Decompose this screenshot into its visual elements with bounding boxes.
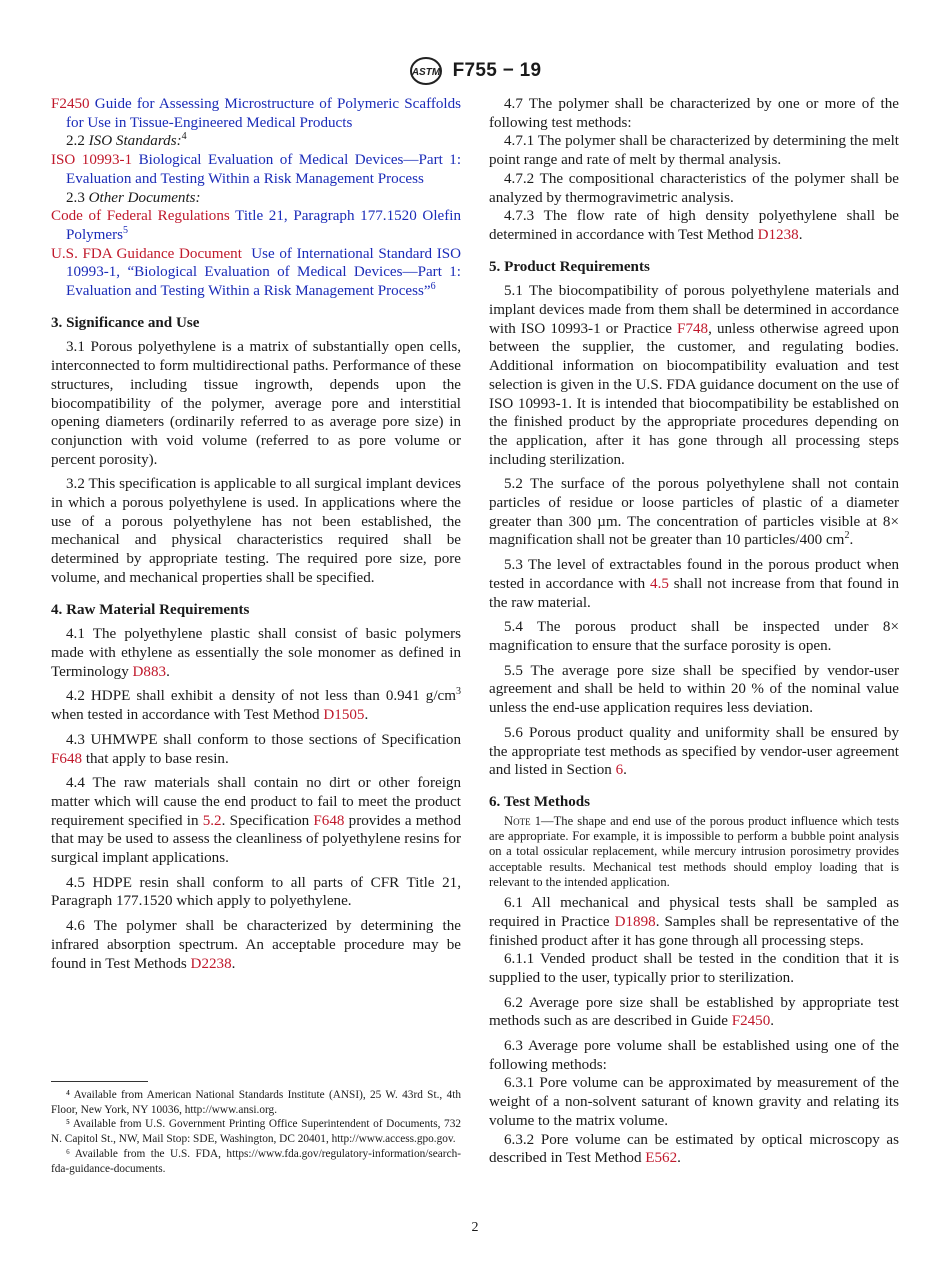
- footnote-6: ⁶ Available from the U.S. FDA, https://www.fda.gov/regulatory-information/search-fda-guidance-documents.: [51, 1147, 461, 1175]
- link-cfr[interactable]: Code of Federal Regulations: [51, 208, 230, 225]
- reference-title[interactable]: Title 21, Paragraph 177.1520 Olefin Polymers: [66, 208, 461, 243]
- paragraph-4-4: 4.4 The raw materials shall contain no dirt or other foreign matter which will cause the end product to fail to meet the product requirement specified in 5.2. Specification F648 provides a method that may be used to assess the cleanliness of polyethylene resins for surgical implant applications.: [51, 775, 461, 867]
- paragraph-4-5: 4.5 HDPE resin shall conform to all parts of CFR Title 21, Paragraph 177.1520 which apply to polyethylene.: [51, 874, 461, 910]
- note-1: Note 1—The shape and end use of the porous product influence which tests are appropriate. For example, it is impossible to perform a bubble point analysis on a total ossicular replacement, while mercury intrusion porosimetry provides acceptable results. Mechanical test methods should employ loading that is relevant to the intended application.: [489, 813, 899, 889]
- section-heading-5: 5. Product Requirements: [489, 258, 650, 275]
- paragraph-3-1: 3.1 Porous polyethylene is a matrix of substantially open cells, interconnected to form multidirectional paths. Performance of these structures, including tissue ingrowth, depends upon the biocompatibility of the polymer, average pore and interstitial opening diameters (ordinarily referred to as average pore size) in conjunction with void volume (referred to as pore volume or percent porosity).: [51, 339, 461, 468]
- paragraph-5-1: 5.1 The biocompatibility of porous polyethylene materials and implant devices made from them shall be determined in accordance with ISO 10993-1 or Practice F748, unless otherwise agreed upon between the supplier, the customer, and regulating bodies. Additional information on biocompatibility evaluation and test selection is given in the U.S. FDA guidance document on the use of ISO 10993-1. It is intended that biocompatibility be established on the finished product by the appropriate procedures depending on the application, after it has gone through all processing steps including sterilization.: [489, 283, 900, 468]
- link-f2450[interactable]: F2450: [51, 96, 90, 112]
- page-number: 2: [471, 1220, 479, 1235]
- section-heading-4: 4. Raw Material Requirements: [51, 601, 250, 618]
- section-heading-3: 3. Significance and Use: [51, 314, 200, 331]
- paragraph-6-3: 6.3 Average pore volume shall be established using one of the following methods:: [489, 1038, 899, 1073]
- designation-title: F755 − 19: [452, 60, 542, 81]
- page-header: [0, 56, 950, 86]
- paragraph-4-2: 4.2 HDPE shall exhibit a density of not less than 0.941 $g/cm^3$ when tested in accordance with Test Method D1505.: [51, 686, 461, 724]
- link-f748[interactable]: F748: [677, 320, 709, 337]
- reference-cfr: Code of Federal Regulations Title 21, Paragraph 177.1520 Olefin Polymers$^5$: [51, 208, 461, 243]
- paragraph-5-3: 5.3 The level of extractables found in the porous product when tested in accordance with 4.5 shall not increase from that found in the raw material.: [489, 557, 899, 611]
- link-4-5[interactable]: 4.5: [650, 575, 669, 592]
- link-f648[interactable]: F648: [51, 750, 83, 767]
- reference-fda: U.S. FDA Guidance Document Use of International Standard ISO 10993-1, “Biological Evaluation of Medical Devices—Part 1: Evaluation and Testing Within a Risk Management Process”$^6$: [51, 245, 462, 300]
- footnote-4: ⁴ Available from American National Standards Institute (ANSI), 25 W. 43rd St., 4th Floor, New York, NY 10036, http://www.ansi.org.: [51, 1089, 461, 1116]
- link-f648[interactable]: F648: [313, 812, 345, 829]
- link-d2238[interactable]: D2238: [190, 955, 232, 972]
- link-5-2[interactable]: 5.2: [202, 812, 222, 829]
- section-heading-6: 6. Test Methods: [489, 793, 591, 810]
- svg-text:ASTM: ASTM: [411, 67, 440, 78]
- link-iso-10993[interactable]: ISO 10993-1: [51, 152, 133, 169]
- paragraph-4-3: 4.3 UHMWPE shall conform to those sections of Specification F648 that apply to base resin.: [51, 731, 461, 767]
- link-e562[interactable]: E562: [645, 1150, 678, 1167]
- paragraph-4-7: 4.7 The polymer shall be characterized by one or more of the following test methods:: [489, 96, 899, 131]
- left-column: [51, 95, 461, 973]
- paragraph-4-1: 4.1 The polyethylene plastic shall consist of basic polymers made with ethylene as essentially the sole monomer as defined in Terminology D883.: [51, 626, 461, 680]
- paragraph-4-7-1: 4.7.1 The polymer shall be characterized by determining the melt point range and rate of melt by thermal analysis.: [489, 133, 899, 169]
- reference-title[interactable]: Biological Evaluation of Medical Devices—Part 1: Evaluation and Testing Within a Risk Management Process: [66, 152, 462, 187]
- section-2-3: 2.3 Other Documents:: [66, 189, 201, 206]
- reference-f2450: [51, 95, 461, 132]
- section-2-2: 2.2 ISO Standards:$^4$: [66, 131, 187, 150]
- reference-title[interactable]: Guide for Assessing Microstructure of Polymeric Scaffolds for Use in Tissue-Engineered Medical Products: [66, 96, 462, 131]
- reference-title[interactable]: Use of International Standard ISO 10993-1, “Biological Evaluation of Medical Devices—Part 1: Evaluation and Testing Within a Risk Management Process”: [66, 245, 462, 300]
- paragraph-4-6: 4.6 The polymer shall be characterized by determining the infrared absorption spectrum. An acceptable procedure may be found in Test Methods D2238.: [51, 918, 461, 972]
- reference-iso: [51, 151, 461, 188]
- paragraph-5-2: 5.2 The surface of the porous polyethylene shall not contain particles of residue or loose particles of plastic of a diameter greater than 300 µm. The concentration of particles visible at 8× magnification shall not be greater than 10 particles/400 $cm^2$.: [489, 476, 899, 549]
- link-d1898[interactable]: D1898: [614, 913, 656, 930]
- paragraph-6-1-1: 6.1.1 Vended product shall be tested in the condition that it is supplied to the user, typically prior to sterilization.: [489, 951, 899, 986]
- right-column: [489, 95, 899, 1168]
- paragraph-5-5: 5.5 The average pore size shall be specified by vendor-user agreement and shall be held to within 20 % of the nominal value unless the end-use application requires less deviation.: [489, 662, 899, 717]
- link-d1238[interactable]: D1238: [757, 226, 799, 243]
- paragraph-6-2: 6.2 Average pore size shall be established by appropriate test methods such as are described in Guide F2450.: [489, 994, 899, 1030]
- link-f2450[interactable]: F2450: [731, 1013, 771, 1030]
- paragraph-3-2: 3.2 This specification is applicable to all surgical implant devices in which a porous polyethylene is used. In applications where the use of a porous polyethylene has not been established, the mechanical and physical characteristics required shall be determined by appropriate testing. The required pore size, pore volume, and mechanical properties shall be specified.: [51, 476, 461, 586]
- paragraph-4-7-2: 4.7.2 The compositional characteristics of the polymer shall be analyzed by thermogravimetric analysis.: [489, 170, 899, 206]
- paragraph-5-6: 5.6 Porous product quality and uniformity shall be ensured by the appropriate test methods as specified by vendor-user agreement and listed in Section 6.: [489, 724, 899, 779]
- link-d883[interactable]: D883: [132, 663, 167, 680]
- footnote-divider: [51, 1081, 148, 1082]
- footnotes: [51, 1081, 461, 1176]
- paragraph-5-4: 5.4 The porous product shall be inspected under 8× magnification to ensure that the surface porosity is open.: [489, 619, 899, 654]
- link-d1505[interactable]: D1505: [323, 707, 365, 724]
- astm-logo-icon: [409, 56, 443, 86]
- footnote-5: ⁵ Available from U.S. Government Printing Office Superintendent of Documents, 732 N. Capitol St., NW, Mail Stop: SDE, Washington, DC 20401, http://www.access.gpo.gov.: [51, 1118, 461, 1146]
- link-fda-guidance[interactable]: U.S. FDA Guidance Document: [51, 245, 242, 262]
- paragraph-4-7-3: 4.7.3 The flow rate of high density polyethylene shall be determined in accordance with Test Method D1238.: [489, 208, 899, 243]
- link-section-6[interactable]: 6: [615, 762, 624, 779]
- paragraph-6-1: 6.1 All mechanical and physical tests shall be sampled as required in Practice D1898. Samples shall be representative of the finished product after it has gone through all processing steps.: [489, 895, 899, 949]
- paragraph-6-3-1: 6.3.1 Pore volume can be approximated by measurement of the weight of a non-solvent saturant of known gravity and relating its volume to the matrix volume.: [489, 1075, 899, 1129]
- paragraph-6-3-2: 6.3.2 Pore volume can be estimated by optical microscopy as described in Test Method E562.: [489, 1131, 899, 1167]
